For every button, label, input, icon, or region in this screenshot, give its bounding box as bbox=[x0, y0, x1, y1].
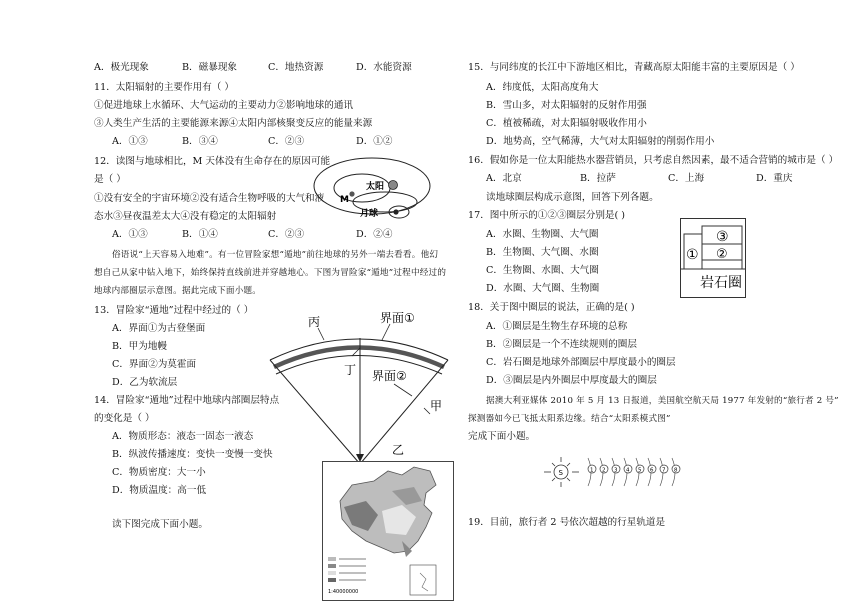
solar-sun-label: S bbox=[558, 469, 563, 477]
read-layers-note: 读地球圈层构成示意图，回答下列各题。 bbox=[486, 192, 659, 203]
q16-option-b: B．拉萨 bbox=[580, 173, 616, 184]
q12-line2: 态水③昼夜温差太大④没有稳定的太阳辐射 bbox=[94, 211, 277, 222]
q16-option-a: A．北京 bbox=[486, 173, 522, 184]
m-body-symbol bbox=[349, 191, 354, 196]
q17-stem: 17．图中所示的①②③圈层分别是( ) bbox=[468, 210, 626, 221]
planet-7: 7 bbox=[662, 467, 666, 474]
story-line3: 地球内部圈层示意图。据此完成下面小题。 bbox=[94, 286, 262, 296]
label-yi: 乙 bbox=[392, 443, 405, 457]
planet-3: 3 bbox=[614, 467, 618, 474]
q12-stem-2: 是（ ） bbox=[94, 174, 126, 185]
q17-option-b: B．生物圈、大气圈、水圈 bbox=[486, 247, 599, 258]
q10-option-c: C．地热资源 bbox=[268, 62, 324, 73]
voyager-line3: 完成下面小题。 bbox=[468, 431, 536, 442]
story-line1: 俗语说“上天容易入地难”。有一位冒险家想“遁地”前往地球的另外一端去看看。他幻 bbox=[112, 250, 439, 260]
label-jiemian-1: 界面① bbox=[380, 311, 415, 325]
q18-option-b: B．②圈层是一个不连续规则的圈层 bbox=[486, 339, 637, 350]
q13-option-c: C．界面②为莫霍面 bbox=[112, 359, 197, 370]
orbit-sun-label: 太阳 bbox=[366, 182, 385, 192]
earth-section-diagram bbox=[262, 304, 457, 464]
q13-option-a: A．界面①为古登堡面 bbox=[112, 323, 206, 334]
layer-label-2: ② bbox=[716, 247, 728, 262]
layer-label-rock: 岩石圈 bbox=[700, 275, 742, 291]
voyager-line1: 据澳大利亚媒体 2010 年 5 月 13 日报道，美国航空航天局 1977 年发射的“旅行者 2 号” bbox=[486, 396, 839, 406]
q13-option-d: D．乙为软流层 bbox=[112, 377, 178, 388]
label-jia: 甲 bbox=[430, 399, 443, 413]
q13-option-b: B．甲为地幔 bbox=[112, 341, 168, 352]
q11-option-b: B．③④ bbox=[182, 136, 218, 147]
q15-option-d: D．地势高，空气稀薄，大气对太阳辐射的削弱作用小 bbox=[486, 136, 715, 147]
orbit-m-label: M bbox=[340, 195, 349, 205]
q12-option-d: D．②④ bbox=[356, 229, 393, 240]
label-bing: 丙 bbox=[308, 315, 321, 329]
planet-5: 5 bbox=[638, 467, 642, 474]
q15-stem: 15．与同纬度的长江中下游地区相比，青藏高原太阳能丰富的主要原因是（ ） bbox=[468, 62, 800, 73]
earth-layers-diagram bbox=[680, 218, 746, 298]
q11-option-d: D．①② bbox=[356, 136, 393, 147]
layer-label-1: ① bbox=[686, 247, 699, 263]
q12-line1: ①没有安全的宇宙环境②没有适合生物呼吸的大气和液 bbox=[94, 193, 325, 204]
label-ding: 丁 bbox=[344, 363, 357, 377]
q14-option-c: C．物质密度：大一小 bbox=[112, 467, 206, 478]
q16-stem: 16．假如你是一位太阳能热水器营销员，只考虑自然因素，最不适合营销的城市是（ ） bbox=[468, 155, 839, 166]
map-scale: 1:40000000 bbox=[328, 589, 359, 595]
orbit-diagram bbox=[300, 150, 450, 235]
q12-option-b: B．①④ bbox=[182, 229, 218, 240]
q18-option-a: A．①圈层是生物生存环境的总称 bbox=[486, 321, 628, 332]
q10-option-a: A．极光现象 bbox=[94, 62, 149, 73]
q12-option-a: A．①③ bbox=[112, 229, 148, 240]
q14-option-d: D．物质温度：高一低 bbox=[112, 485, 207, 496]
q13-stem: 13．冒险家“遁地”过程中经过的（ ） bbox=[94, 305, 254, 316]
q11-line1: ①促进地球上水循环、大气运动的主要动力②影响地球的通讯 bbox=[94, 100, 354, 111]
q11-line2: ③人类生产生活的主要能源来源④太阳内部核聚变反应的能量来源 bbox=[94, 118, 373, 129]
q17-option-c: C．生物圈、水圈、大气圈 bbox=[486, 265, 599, 276]
story-line2: 想自己从家中钻入地下，始终保持直线前进并穿越地心。下图为冒险家“遁地”过程中经过的 bbox=[94, 268, 447, 278]
q15-option-a: A．纬度低，太阳高度角大 bbox=[486, 82, 599, 93]
q14-stem-2: 的变化是（ ） bbox=[94, 413, 155, 424]
q18-option-d: D．③圈层是内外圈层中厚度最大的圈层 bbox=[486, 375, 657, 386]
voyager-line2: 探测器如今已飞抵太阳系边缘。结合“太阳系模式图” bbox=[468, 414, 671, 424]
q14-stem-1: 14．冒险家“遁地”过程中地球内部圈层特点 bbox=[94, 395, 280, 406]
q11-option-c: C．②③ bbox=[268, 136, 305, 147]
q14-option-b: B．纵波传播速度：变快一变慢一变快 bbox=[112, 449, 273, 460]
q16-option-d: D．重庆 bbox=[756, 173, 793, 184]
planet-1: 1 bbox=[590, 467, 594, 474]
planet-4: 4 bbox=[626, 467, 630, 474]
sun-symbol bbox=[389, 181, 398, 190]
orbit-moon-label: 月球 bbox=[360, 209, 379, 219]
q15-option-b: B．雪山多，对太阳辐射的反射作用强 bbox=[486, 100, 647, 111]
q19-stem: 19．目前，旅行者 2 号依次超越的行星轨道是 bbox=[468, 517, 666, 528]
solar-system-model bbox=[548, 452, 698, 492]
q18-option-c: C．岩石圈是地球外部圈层中厚度最小的圈层 bbox=[486, 357, 676, 368]
q16-option-c: C．上海 bbox=[668, 173, 705, 184]
q17-option-d: D．水圈、大气圈、生物圈 bbox=[486, 283, 600, 294]
q10-option-d: D．水能资源 bbox=[356, 62, 412, 73]
layer-label-3: ③ bbox=[716, 229, 729, 245]
q18-stem: 18．关于图中圈层的说法，正确的是( ) bbox=[468, 302, 635, 313]
china-solar-map bbox=[322, 461, 454, 601]
planet-6: 6 bbox=[650, 467, 654, 474]
moon-symbol bbox=[393, 209, 398, 214]
q14-option-a: A．物质形态：液态一固态一液态 bbox=[112, 431, 254, 442]
q11-option-a: A．①③ bbox=[112, 136, 148, 147]
planet-2: 2 bbox=[602, 467, 606, 474]
read-map-note: 读下图完成下面小题。 bbox=[112, 519, 208, 530]
q15-option-c: C．植被稀疏，对太阳辐射吸收作用小 bbox=[486, 118, 647, 129]
q17-option-a: A．水圈、生物圈、大气圈 bbox=[486, 229, 599, 240]
q10-option-b: B．磁暴现象 bbox=[182, 62, 238, 73]
q12-stem-1: 12．读图与地球相比，M 天体没有生命存在的原因可能 bbox=[94, 156, 331, 167]
label-jiemian-2: 界面② bbox=[372, 369, 407, 383]
planet-8: 8 bbox=[674, 467, 678, 474]
q12-option-c: C．②③ bbox=[268, 229, 305, 240]
q11-stem: 11．太阳辐射的主要作用有（ ） bbox=[94, 82, 234, 93]
